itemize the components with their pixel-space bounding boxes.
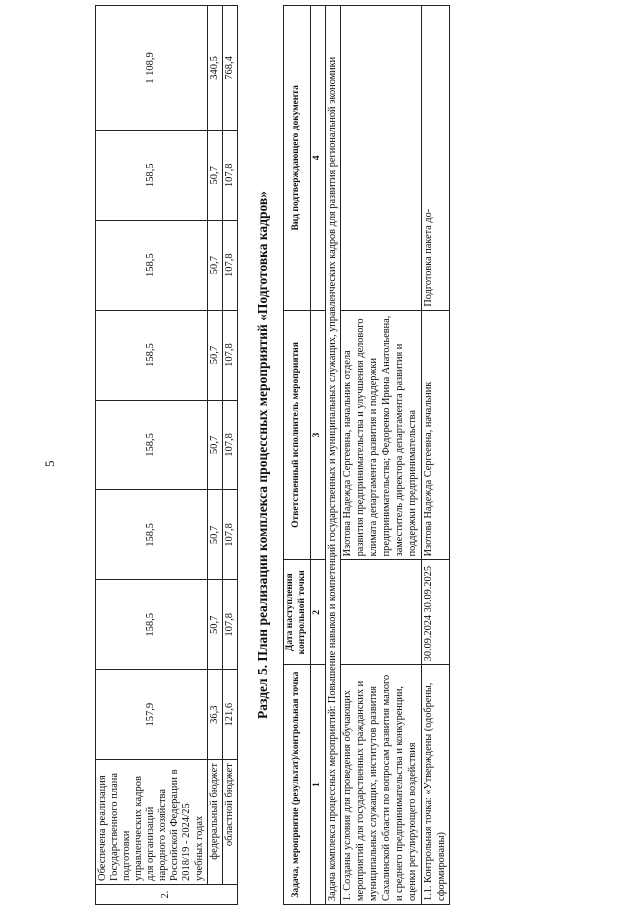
- row-task: 1. Созданы условия для проведения обучающих мероприятий для государственных гражданских и муниципальных служащих, институтов развития Сахалинской области по вопросам развития малого и среднего предпринимательства и конкуренции, оценки регулирующего воздействия: [341, 665, 421, 905]
- regional-cell: 107,8: [222, 580, 237, 670]
- row-index: 2.: [96, 885, 238, 905]
- page-number: 5: [42, 460, 57, 467]
- total-cell: 1 108,9: [96, 6, 208, 131]
- row-document: [341, 6, 421, 311]
- total-cell: 158,5: [96, 580, 208, 670]
- federal-label: федеральный бюджет: [207, 760, 222, 885]
- federal-cell: 50,7: [207, 220, 222, 310]
- plan-table: [283, 5, 450, 905]
- row-date: [341, 560, 421, 665]
- header-document: Вид подтверждающего документа: [284, 6, 311, 311]
- federal-cell: 36,3: [207, 670, 222, 760]
- plan-header-numbers: [310, 6, 325, 905]
- regional-cell: 107,8: [222, 490, 237, 580]
- regional-cell: 121,6: [222, 670, 237, 760]
- plan-header-row: [284, 6, 311, 905]
- row-executor: Изотова Надежда Сергеевна, начальник отдела развития предпринимательства и улучшения делового климата департамента развития и поддержки предпринимательства; Федоренко Ирина Анатольевна, заместитель директора департамента развития и поддержки предпринимательства: [341, 310, 421, 560]
- regional-cell: 107,8: [222, 130, 237, 220]
- row-task: 1.1. Контрольная точка: «Утверждены (одобрены, сформированы): [421, 665, 450, 905]
- header-number: 4: [310, 6, 325, 311]
- row-executor: Изотова Надежда Сергеевна, начальник: [421, 310, 450, 560]
- federal-cell: 50,7: [207, 490, 222, 580]
- total-cell: 158,5: [96, 490, 208, 580]
- funding-table: [95, 5, 238, 905]
- regional-cell: 107,8: [222, 220, 237, 310]
- federal-cell: 340,5: [207, 6, 222, 131]
- plan-task-row: [325, 6, 341, 905]
- row-description: Обеспечена реализация Государственного плана подготовки управленческих кадров для организаций народного хозяйства Российской Федерации в 2018/19 - 2024/25 учебных годах: [96, 760, 208, 885]
- federal-cell: 50,7: [207, 310, 222, 400]
- regional-cell: 107,8: [222, 400, 237, 490]
- funding-total-row: [96, 6, 208, 905]
- regional-cell: 107,8: [222, 310, 237, 400]
- table-row: [421, 6, 450, 905]
- regional-label: областной бюджет: [222, 760, 237, 885]
- total-cell: 158,5: [96, 310, 208, 400]
- header-task: Задача, мероприятие (результат)/контрольная точка: [284, 665, 311, 905]
- federal-cell: 50,7: [207, 400, 222, 490]
- row-date: 30.09.2024 30.09.2025: [421, 560, 450, 665]
- table-row: [341, 6, 421, 905]
- task-description: Задача комплекса процессных мероприятий: Повышение навыков и компетенций государственных и муниципальных служащих, управленческих кадров для развития региональной экономики: [325, 6, 341, 905]
- federal-cell: 50,7: [207, 580, 222, 670]
- total-cell: 158,5: [96, 220, 208, 310]
- row-document: Подготовка пакета до-: [421, 6, 450, 311]
- section-title: Раздел 5. План реализации комплекса процессных мероприятий «Подготовка кадров»: [255, 191, 270, 719]
- total-cell: 158,5: [96, 400, 208, 490]
- header-executor: Ответственный исполнитель мероприятия: [284, 310, 311, 560]
- funding-federal-row: [207, 6, 222, 905]
- regional-cell: 768,4: [222, 6, 237, 131]
- total-cell: 158,5: [96, 130, 208, 220]
- federal-cell: 50,7: [207, 130, 222, 220]
- header-number: 3: [310, 310, 325, 560]
- header-date: Дата наступления контрольной точки: [284, 560, 311, 665]
- total-cell: 157,9: [96, 670, 208, 760]
- header-number: 1: [310, 665, 325, 905]
- funding-regional-row: [222, 6, 237, 905]
- header-number: 2: [310, 560, 325, 665]
